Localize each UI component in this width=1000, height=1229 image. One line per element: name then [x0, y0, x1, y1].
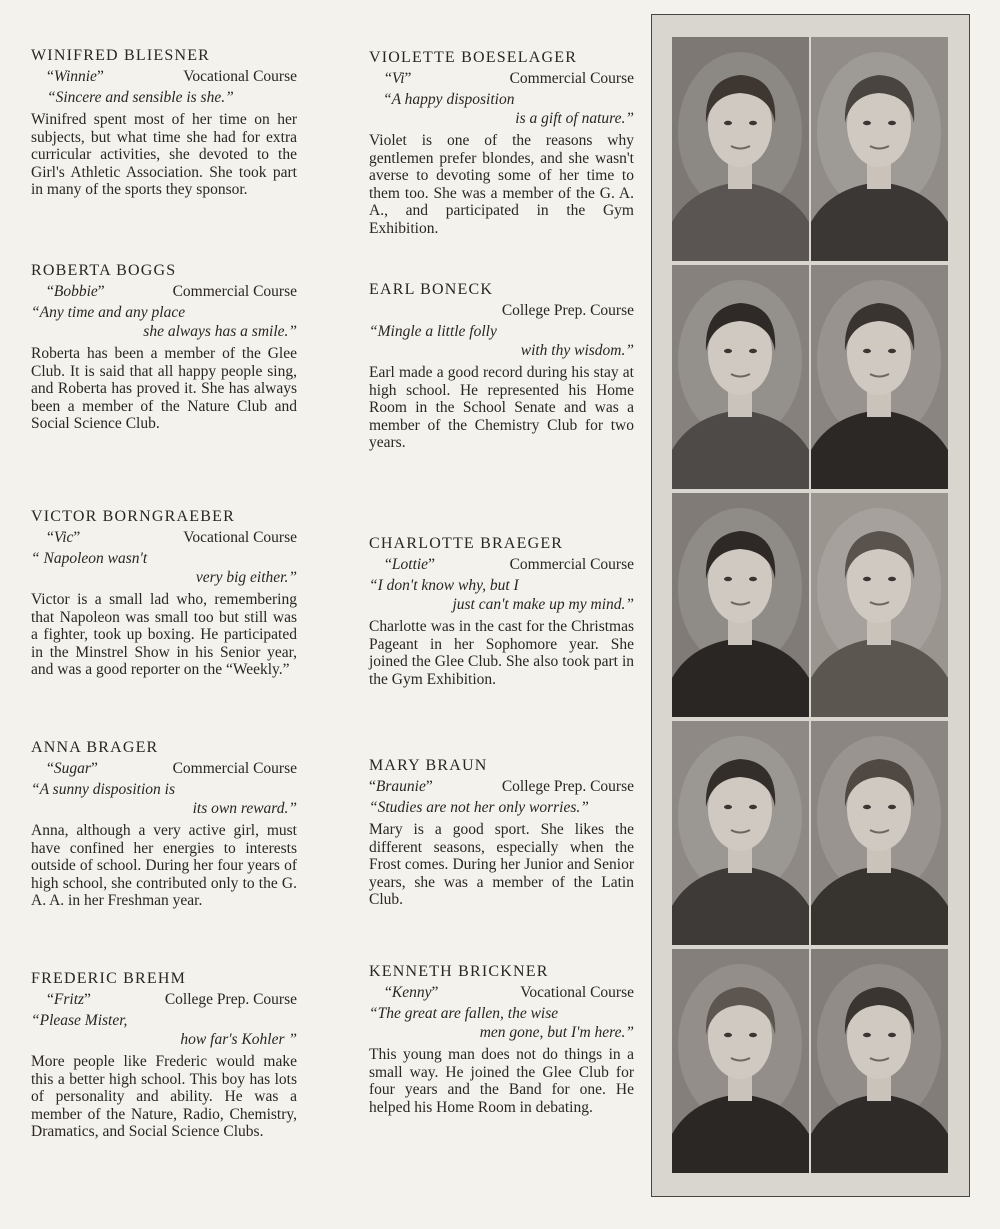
student-bio: Victor is a small lad who, remembering that Napoleon was small too but still was a fighter, took up boxing. He participated in the Minstrel Show in his Senior year, and was a good reporter on the “Weekly.” [31, 591, 297, 679]
student-course: Commercial Course [509, 556, 634, 573]
student-name: CHARLOTTE BRAEGER [369, 535, 564, 552]
student-quote [369, 576, 634, 614]
student-nickname: “ Braunie ” [369, 777, 433, 797]
student-course: College Prep. Course [501, 778, 634, 795]
nickname-course-line [369, 301, 634, 321]
student-name: MARY BRAUN [369, 757, 488, 774]
student-nickname: “ Vi ” [369, 69, 411, 89]
student-nickname: “ Kenny ” [369, 983, 438, 1003]
student-course: College Prep. Course [501, 302, 634, 319]
student-nickname: “ Bobbie ” [31, 282, 105, 302]
portrait-panel [651, 14, 970, 1197]
student-quote [31, 780, 297, 818]
nickname-course-line [31, 282, 297, 302]
nickname-course-line [369, 983, 634, 1003]
senior-entry [369, 280, 634, 452]
photo-anna-brager [672, 721, 809, 945]
nickname-course-line [31, 990, 297, 1010]
student-bio: Roberta has been a member of the Glee Club. It is said that all happy people sing, and Roberta has proved it. She has always been a member of the Nature Club and Social Science Club. [31, 345, 297, 433]
senior-entry [31, 738, 297, 910]
senior-entry [369, 534, 634, 688]
student-course: Vocational Course [520, 984, 634, 1001]
student-name: ROBERTA BOGGS [31, 262, 177, 279]
student-nickname: “ Lottie ” [369, 555, 435, 575]
quote-line-1: “Sincere and sensible is she.” [47, 89, 234, 106]
quote-line-1: “Any time and any place [31, 304, 186, 321]
quote-line-2: very big either.” [195, 569, 297, 586]
photo-charlotte-braeger [811, 493, 948, 717]
senior-entry [369, 962, 634, 1116]
quote-line-1: “Studies are not her only worries.” [369, 799, 589, 816]
student-course: Vocational Course [183, 529, 297, 546]
student-name: KENNETH BRICKNER [369, 963, 549, 980]
photo-earl-boneck [811, 265, 948, 489]
student-bio: Winifred spent most of her time on her subjects, but what time she had for extra curricular activities, she devoted to the Girl's Athletic Association. She took part in many of the sports they sponsor. [31, 111, 297, 199]
senior-entry [31, 507, 297, 679]
quote-line-1: “Please Mister, [31, 1012, 128, 1029]
student-quote [369, 1004, 634, 1042]
nickname-course-line [31, 759, 297, 779]
quote-line-1: “I don't know why, but I [369, 577, 519, 594]
quote-line-1: “A happy disposition [383, 91, 515, 108]
photo-kenneth-brickner [811, 949, 948, 1173]
senior-entry [31, 969, 297, 1141]
nickname-course-line [369, 777, 634, 797]
nickname-course-line [31, 528, 297, 548]
quote-line-1: “The great are fallen, the wise [369, 1005, 559, 1022]
student-bio: Mary is a good sport. She likes the different seasons, especially when the Frost comes. During her Junior and Senior years, she was a member of the Latin Club. [369, 821, 634, 909]
quote-line-1: “A sunny disposition is [31, 781, 175, 798]
quote-line-1: “ Napoleon wasn't [31, 550, 148, 567]
nickname-course-line [31, 67, 297, 87]
student-bio: Violet is one of the reasons why gentlemen prefer blondes, and she wasn't averse to devoting some of her time to them too. She was a member of the G. A. A., and participated in the Gym Exhibition. [369, 132, 634, 237]
student-nickname: “ Sugar ” [31, 759, 98, 779]
student-quote [31, 1011, 297, 1049]
quote-line-1: “Mingle a little folly [369, 323, 497, 340]
student-name: FREDERIC BREHM [31, 970, 187, 987]
student-bio: Anna, although a very active girl, must have confined her energies to interests outside of school. During her four years of high school, she contributed only to the G. A. A. in her Freshman year. [31, 822, 297, 910]
photo-mary-braun [811, 721, 948, 945]
student-quote [369, 90, 634, 128]
senior-entry [369, 756, 634, 909]
student-quote [369, 798, 634, 817]
student-course: Commercial Course [509, 70, 634, 87]
student-name: VIOLETTE BOESELAGER [369, 49, 578, 66]
quote-line-2: is a gift of nature.” [515, 110, 634, 127]
photo-roberta-boggs [672, 265, 809, 489]
student-quote [31, 549, 297, 587]
nickname-course-line [369, 555, 634, 575]
student-course: Commercial Course [172, 283, 297, 300]
photo-victor-borngraeber [672, 493, 809, 717]
photo-frederic-brehm [672, 949, 809, 1173]
student-quote [31, 88, 297, 107]
student-course: Vocational Course [183, 68, 297, 85]
student-bio: More people like Frederic would make this a better high school. This boy has lots of personality and ability. He was a member of the Nature, Radio, Chemistry, Dramatics, and Social Science Clubs. [31, 1053, 297, 1141]
student-nickname: “ Winnie ” [31, 67, 104, 87]
student-bio: This young man does not do things in a small way. He joined the Glee Club for four years and the Band for one. He helped his Home Room in debating. [369, 1046, 634, 1116]
student-course: College Prep. Course [164, 991, 297, 1008]
student-course: Commercial Course [172, 760, 297, 777]
photo-violette-boeselager [811, 37, 948, 261]
student-bio: Charlotte was in the cast for the Christmas Pageant in her Sophomore year. She joined the Glee Club. She also took part in the Gym Exhibition. [369, 618, 634, 688]
student-quote [31, 303, 297, 341]
student-bio: Earl made a good record during his stay at high school. He represented his Home Room in the School Senate and was a member of the Chemistry Club for two years. [369, 364, 634, 452]
student-name: ANNA BRAGER [31, 739, 159, 756]
quote-line-2: she always has a smile.” [143, 323, 297, 340]
student-name: VICTOR BORNGRAEBER [31, 508, 235, 525]
quote-line-2: just can't make up my mind.” [452, 596, 634, 613]
senior-entry [31, 46, 297, 199]
nickname-course-line [369, 69, 634, 89]
student-name: WINIFRED BLIESNER [31, 47, 211, 64]
student-name: EARL BONECK [369, 281, 494, 298]
senior-entry [369, 48, 634, 238]
quote-line-2: men gone, but I'm here.” [479, 1024, 634, 1041]
quote-line-2: with thy wisdom.” [520, 342, 634, 359]
student-nickname: “ Vic ” [31, 528, 80, 548]
photo-winifred-bliesner [672, 37, 809, 261]
student-nickname: “ Fritz ” [31, 990, 91, 1010]
student-quote [369, 322, 634, 360]
quote-line-2: its own reward.” [192, 800, 297, 817]
quote-line-2: how far's Kohler ” [180, 1031, 297, 1048]
senior-entry [31, 261, 297, 433]
